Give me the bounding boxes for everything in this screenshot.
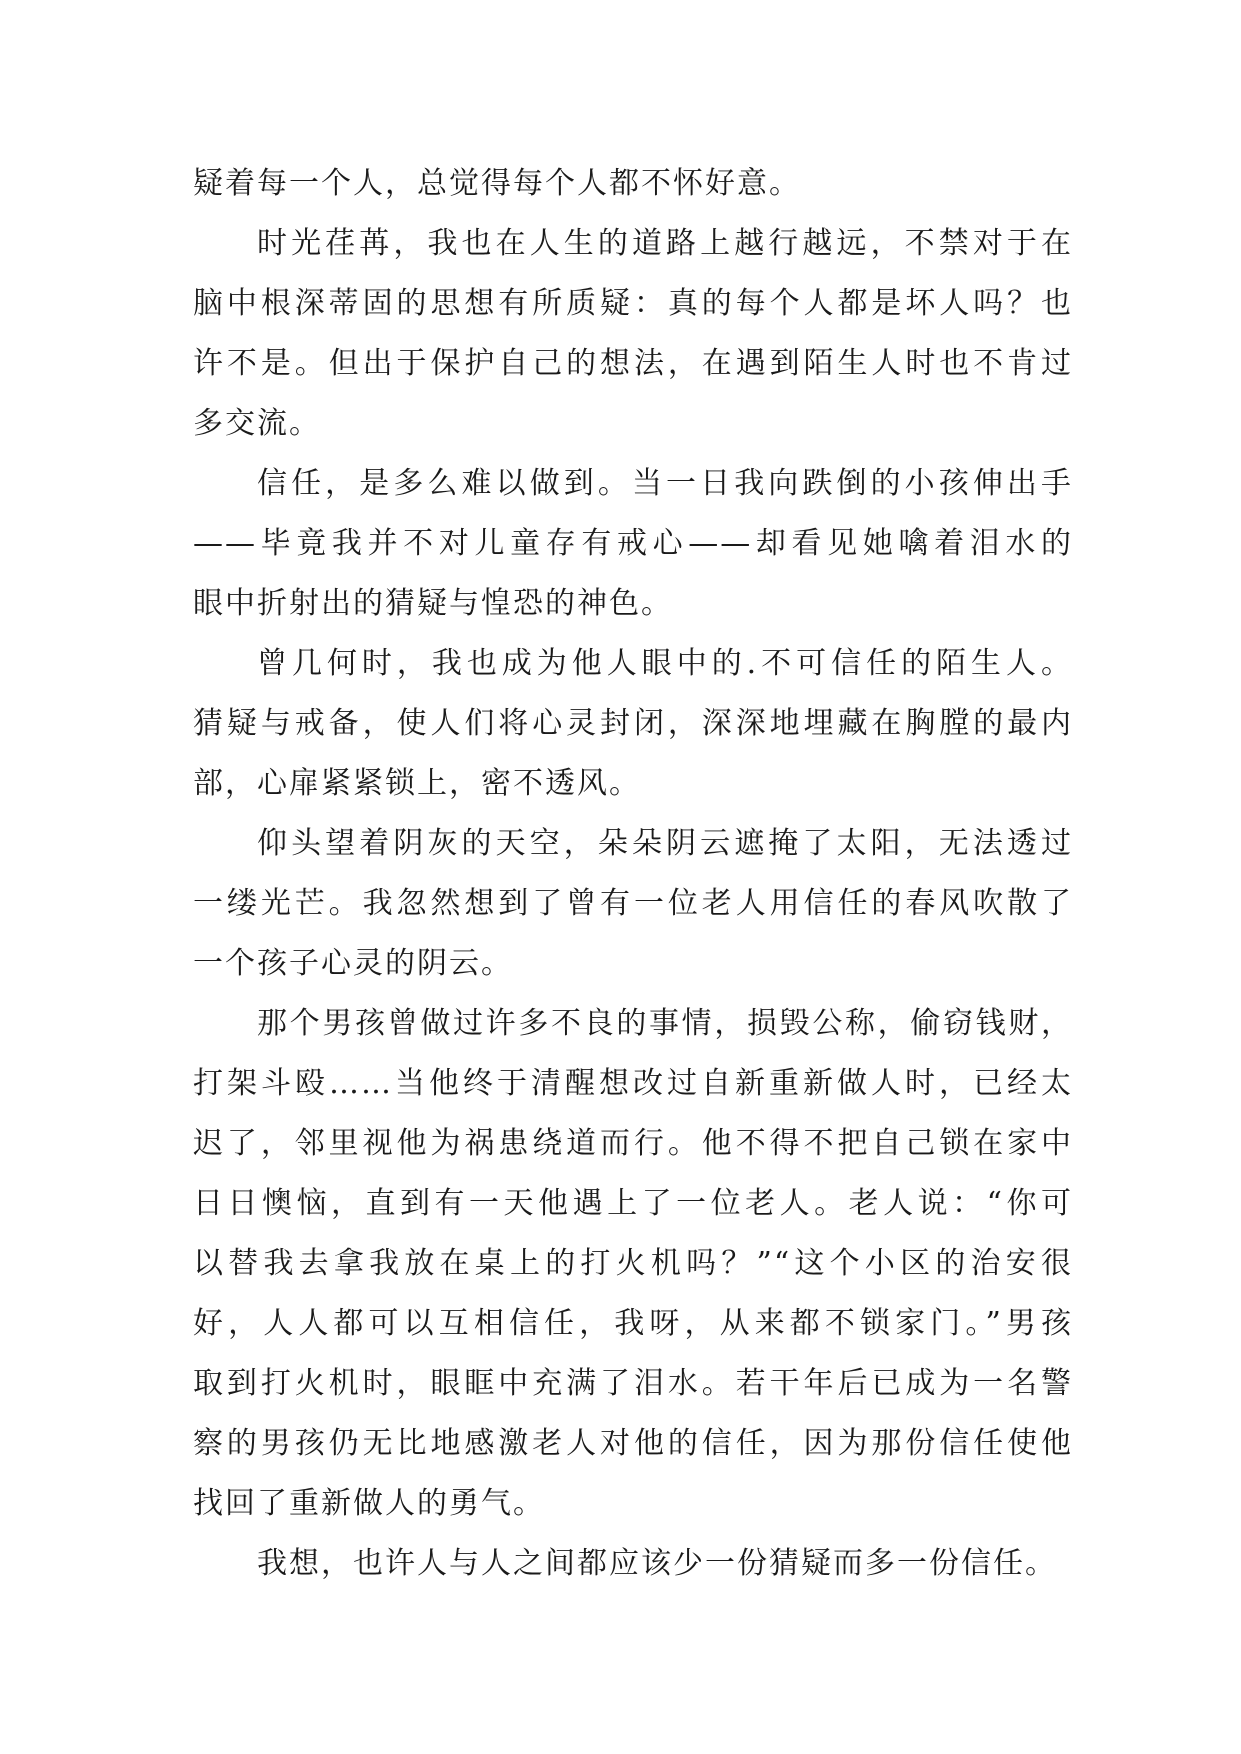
text-line: 打架斗殴……当他终于清醒想改过自新重新做人时，已经太 <box>193 1066 1073 1101</box>
text-line: 以替我去拿我放在桌上的打火机吗？”“这个小区的治安很 <box>193 1246 1073 1281</box>
paragraph-first-line: 仰头望着阴灰的天空，朵朵阴云遮掩了太阳，无法透过 <box>257 826 1073 861</box>
paragraph-first-line: 那个男孩曾做过许多不良的事情，损毁公称，偷窃钱财， <box>257 1006 1073 1041</box>
paragraph-first-line: 我想，也许人与人之间都应该少一份猜疑而多一份信任。 <box>257 1546 1057 1581</box>
text-line: 脑中根深蒂固的思想有所质疑：真的每个人都是坏人吗？也 <box>193 286 1073 321</box>
text-line: 多交流。 <box>193 406 321 441</box>
text-line: 眼中折射出的猜疑与惶恐的神色。 <box>193 586 673 621</box>
text-line: 疑着每一个人，总觉得每个人都不怀好意。 <box>193 166 801 201</box>
essay-body <box>193 154 1073 1594</box>
text-line: 找回了重新做人的勇气。 <box>193 1486 545 1521</box>
text-line: ——毕竟我并不对儿童存有戒心——却看见她噙着泪水的 <box>193 526 1073 561</box>
paragraph-first-line: 曾几何时，我也成为他人眼中的.不可信任的陌生人。 <box>257 646 1073 681</box>
text-line: 取到打火机时，眼眶中充满了泪水。若干年后已成为一名警 <box>193 1366 1073 1401</box>
text-line: 一缕光芒。我忽然想到了曾有一位老人用信任的春风吹散了 <box>193 886 1073 921</box>
paragraph-first-line: 时光荏苒，我也在人生的道路上越行越远，不禁对于在 <box>257 226 1073 261</box>
text-line: 部，心扉紧紧锁上，密不透风。 <box>193 766 641 801</box>
text-line: 迟了，邻里视他为祸患绕道而行。他不得不把自己锁在家中 <box>193 1126 1073 1161</box>
text-line: 许不是。但出于保护自己的想法，在遇到陌生人时也不肯过 <box>193 346 1073 381</box>
paragraph-first-line: 信任，是多么难以做到。当一日我向跌倒的小孩伸出手 <box>257 466 1073 501</box>
text-line: 猜疑与戒备，使人们将心灵封闭，深深地埋藏在胸膛的最内 <box>193 706 1073 741</box>
text-line: 好，人人都可以互相信任，我呀，从来都不锁家门。”男孩 <box>193 1306 1073 1341</box>
text-line: 察的男孩仍无比地感激老人对他的信任，因为那份信任使他 <box>193 1426 1073 1461</box>
text-line: 日日懊恼，直到有一天他遇上了一位老人。老人说：“你可 <box>193 1186 1073 1221</box>
text-line: 一个孩子心灵的阴云。 <box>193 946 513 981</box>
